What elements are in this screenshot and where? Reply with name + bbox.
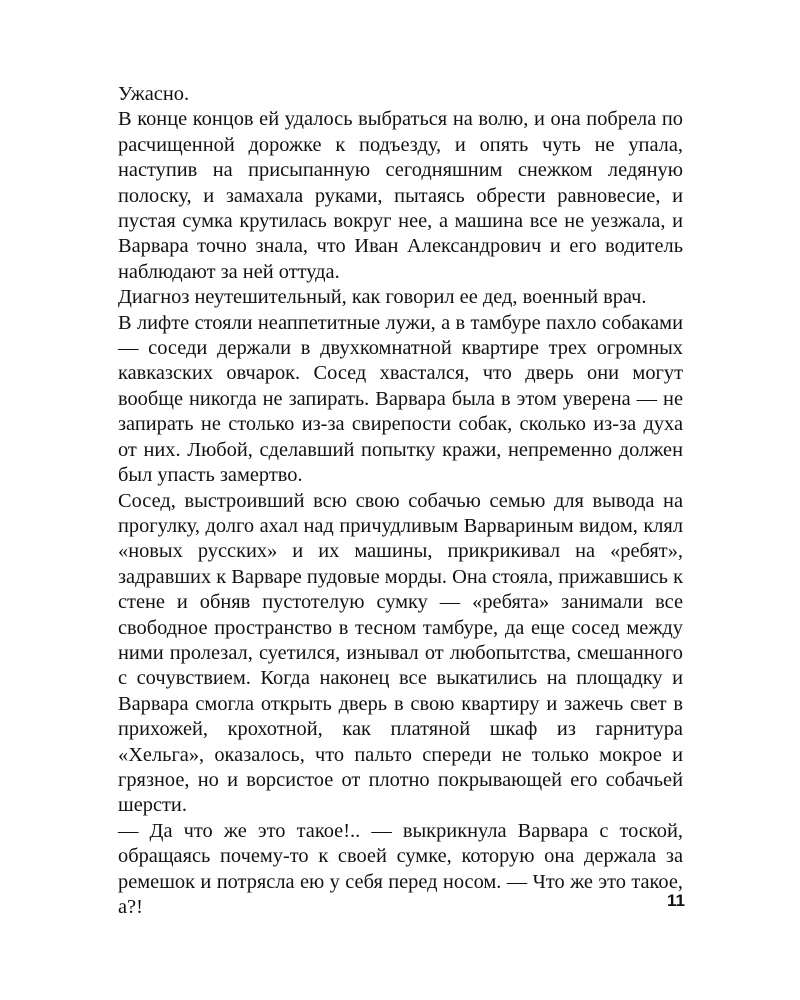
- paragraph-3: Диагноз неутешительный, как говорил ее дед, военный врач.: [118, 286, 647, 309]
- book-page-text: [118, 82, 683, 920]
- paragraph-4: В лифте стояли неаппетитные лужи, а в тамбуре пахло собаками — соседи держали в двухкомнатной квартире трех огромных кавказских овчарок. Сосед хвастался, что дверь они могут вообще никогда не запирать. Варвара была в этом уверена — не запирать не столько из-за свирепости собак, сколько из-за духа от них. Любой, сделавший попытку кражи, непременно должен был упасть замертво.: [118, 311, 683, 487]
- paragraph-6: — Да что же это такое!.. — выкрикнула Варвара с тоской, обращаясь почему-то к своей сумке, которую она держала за ремешок и потрясла ею у себя перед носом. — Что же это такое, а?!: [118, 819, 683, 918]
- page-number: 11: [667, 891, 685, 910]
- paragraph-2: В конце концов ей удалось выбраться на волю, и она побрела по расчищенной дорожке к подъезду, и опять чуть не упала, наступив на присыпанную сегодняшним снежком ледяную полоску, и замахала руками, пытаясь обрести равновесие, и пустая сумка крутилась вокруг нее, а машина все не уезжала, и Варвара точно знала, что Иван Александрович и его водитель наблюдают за ней оттуда.: [118, 108, 683, 283]
- paragraph-5: Сосед, выстроивший всю свою собачью семью для вывода на прогулку, долго ахал над причудливым Варвариным видом, клял «новых русских» и их машины, прикрикивал на «ребят», задравших к Варваре пудовые морды. Она стояла, прижавшись к стене и обняв пустотелую сумку — «ребята» занимали все свободное пространство в тесном тамбуре, да еще сосед между ними пролезал, суетился, изнывал от любопытства, смешанного с сочувствием. Когда наконец все выкатились на площадку и Варвара смогла открыть дверь в свою квартиру и зажечь свет в прихожей, крохотной, как платяной шкаф из гарнитура «Хельга», оказалось, что пальто спереди не только мокрое и грязное, но и ворсистое от плотно покрывающей его собачьей шерсти.: [118, 489, 683, 817]
- paragraph-1: Ужасно.: [118, 83, 190, 105]
